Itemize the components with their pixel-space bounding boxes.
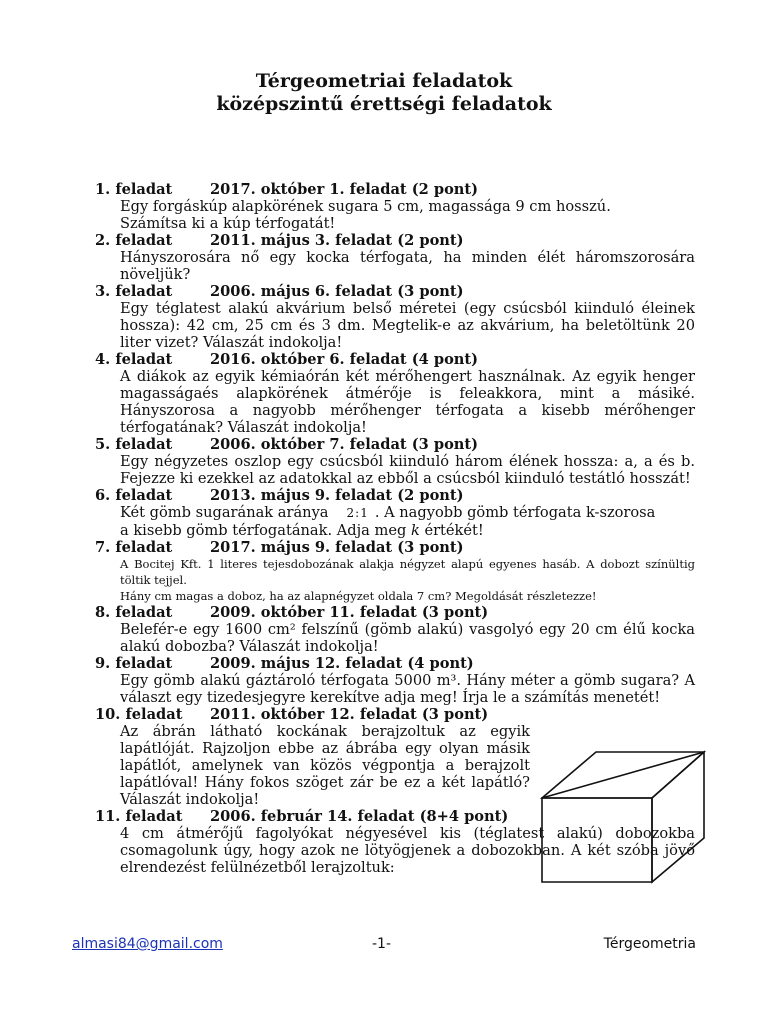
page-number: -1-: [372, 936, 392, 952]
task-text: [95, 198, 695, 232]
task-text: A diákok az egyik kémiaórán két mérőhengert használnak. Az egyik henger magasságaés alapkörének átmérője is feleakkora, mint a másiké. Hányszorosa a nagyobb mérőhenger térfogata a kisebb mérőhenger térfogatának? Válaszát indokolja!: [120, 368, 695, 436]
task-text: [95, 556, 695, 604]
task-text: Az ábrán látható kockának berajzoltuk az egyik lapátlóját. Rajzoljon ebbe az ábrába egy olyan másik lapátlót, amelynek van közös végpontja a berajzolt lapátlóval! Hány fokos szöget zár be ez a két lapátló? Válaszát indokolja!: [120, 723, 530, 808]
task-line: A Bocitej Kft. 1 literes tejesdobozának alakja négyzet alapú egyenes hasáb. A dobozt színültig töltik tejjel.: [120, 557, 695, 587]
task-9: [95, 655, 695, 706]
task-number: 5. feladat: [95, 436, 173, 453]
task-number: 1. feladat: [95, 181, 173, 198]
task-header: [95, 436, 695, 453]
task-source: 2016. október 6. feladat (4 pont): [210, 351, 479, 368]
task-number: 10. feladat: [95, 706, 183, 723]
task-1: [95, 181, 695, 232]
task-number: 4. feladat: [95, 351, 173, 368]
task-line: Hány cm magas a doboz, ha az alapnégyzet oldala 7 cm? Megoldását részletezze!: [120, 589, 597, 603]
task-header: [95, 181, 695, 198]
task-header: [95, 706, 695, 723]
task-7: [95, 539, 695, 604]
task-source: 2006. május 6. feladat (3 pont): [210, 283, 464, 300]
task-line: . A nagyobb gömb térfogata k-szorosa: [374, 504, 656, 521]
task-header: [95, 351, 695, 368]
task-source: 2009. május 12. feladat (4 pont): [210, 655, 474, 672]
task-number: 11. feladat: [95, 808, 183, 825]
task-number: 6. feladat: [95, 487, 173, 504]
face-diagonal: [542, 752, 704, 798]
task-4: [95, 351, 695, 436]
ratio-formula: 2:1: [346, 506, 369, 520]
task-header: [95, 283, 695, 300]
task-number: 7. feladat: [95, 539, 173, 556]
task-header: [95, 655, 695, 672]
cube-figure: [538, 748, 708, 886]
task-number: 2. feladat: [95, 232, 173, 249]
task-header: [95, 539, 695, 556]
task-number: 8. feladat: [95, 604, 173, 621]
cube-front-face: [542, 798, 652, 882]
task-8: [95, 604, 695, 655]
footer-topic: Térgeometria: [603, 936, 696, 952]
task-source: 2009. október 11. feladat (3 pont): [210, 604, 489, 621]
task-text: Hányszorosára nő egy kocka térfogata, ha minden élét háromszorosára növeljük?: [120, 249, 695, 283]
task-text: 4 cm átmérőjű fagolyókat négyesével kis (téglatest alakú) dobozokba csomagolunk úgy, hogy azok ne lötyögjenek a dobozokban. A két szóba jövő elrendezést felülnézetből lerajzoltuk:: [120, 825, 695, 876]
task-source: 2017. május 9. feladat (3 pont): [210, 539, 464, 556]
task-line: Számítsa ki a kúp térfogatát!: [120, 215, 336, 232]
task-source: 2011. május 3. feladat (2 pont): [210, 232, 464, 249]
cube-drawing: [538, 748, 708, 886]
task-source: 2017. október 1. feladat (2 pont): [210, 181, 479, 198]
task-number: 9. feladat: [95, 655, 173, 672]
task-source: 2006. október 7. feladat (3 pont): [210, 436, 479, 453]
task-line: a kisebb gömb térfogatának. Adja meg: [120, 522, 407, 539]
task-source: 2011. október 12. feladat (3 pont): [210, 706, 489, 723]
task-source: 2006. február 14. feladat (8+4 pont): [210, 808, 509, 825]
task-text: Egy téglatest alakú akvárium belső méretei (egy csúcsból kiinduló éleinek hossza): 42 cm, 25 cm és 3 dm. Megtelik-e az akvárium, ha beletöltünk 20 liter vizet? Válaszát indokolja!: [120, 300, 695, 351]
task-text: Egy négyzetes oszlop egy csúcsból kiinduló három élének hossza: a, a és b. Fejezze ki ezekkel az adatokkal az ebből a csúcsból kiinduló testátló hosszát!: [120, 453, 695, 487]
task-line: Két gömb sugarának aránya: [120, 504, 329, 521]
page-footer: [72, 936, 696, 956]
task-2: [95, 232, 695, 283]
task-text: Belefér-e egy 1600 cm² felszínű (gömb alakú) vasgolyó egy 20 cm élű kocka alakú dobozba? Válaszát indokolja!: [120, 621, 695, 655]
task-number: 3. feladat: [95, 283, 173, 300]
cube-side-face: [652, 752, 704, 882]
task-source: 2013. május 9. feladat (2 pont): [210, 487, 464, 504]
task-6: [95, 487, 695, 539]
author-email-link[interactable]: almasi84@gmail.com: [72, 936, 223, 952]
task-3: [95, 283, 695, 351]
task-header: [95, 604, 695, 621]
task-header: [95, 487, 695, 504]
task-text: Egy gömb alakú gáztároló térfogata 5000 m³. Hány méter a gömb sugara? A választ egy tizedesjegyre kerekítve adja meg! Írja le a számítás menetét!: [120, 672, 695, 706]
variable-k: k: [410, 522, 420, 539]
page-subtitle: középszintű érettségi feladatok: [216, 93, 552, 115]
task-line: Egy forgáskúp alapkörének sugara 5 cm, magassága 9 cm hosszú.: [120, 198, 611, 215]
task-line: értékét!: [424, 522, 484, 539]
task-header: [95, 232, 695, 249]
task-text: [95, 504, 695, 539]
task-5: [95, 436, 695, 487]
page-title: Térgeometriai feladatok: [255, 70, 513, 92]
